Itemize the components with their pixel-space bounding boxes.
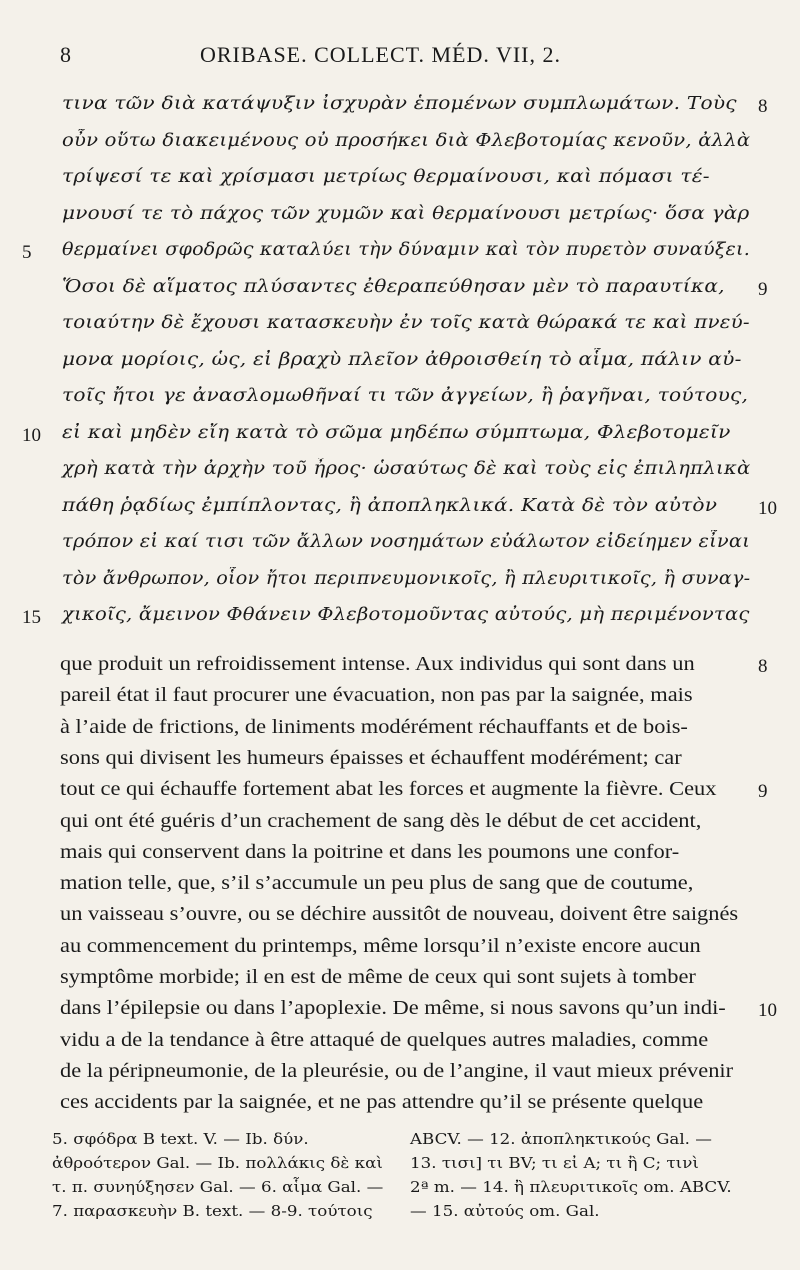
line-number: 15	[22, 607, 41, 628]
text-line: tout ce qui échauffe fortement abat les forces et augmente la fièvre. Ceux	[60, 779, 717, 801]
text-line: τοῖς ἤτοι γε ἀνασλομωθῆναί τι τῶν ἀγγείων, ἢ ῥαγῆναι, τούτους,	[62, 386, 749, 406]
footnote-line: τ. π. συνηύξησεν Gal. — 6. αἷμα Gal. —	[52, 1180, 384, 1196]
text-line: Ὅσοι δὲ αἵματος πλύσαντες ἐθεραπεύθησαν μὲν τὸ παραυτίκα,	[62, 276, 725, 297]
line-number: 10	[22, 424, 41, 446]
text-line: dans l’épilepsie ou dans l’apoplexie. De même, si nous savons qu’un indi-	[60, 998, 726, 1020]
footnote-line: 5. σφόδρα B text. V. — Ib. δύν.	[52, 1132, 309, 1148]
footnote-line: ABCV. — 12. ἀποπληκτικούς Gal. —	[410, 1132, 712, 1148]
footnote-line: 7. παρασκευὴν B. text. — 8-9. τούτοις	[52, 1204, 373, 1220]
text-line: qui ont été guéris d’un crachement de sang dès le début de cet accident,	[60, 810, 702, 832]
text-line: μνουσί τε τὸ πάχος τῶν χυμῶν καὶ θερμαίνουσι μετρίως· ὅσα γὰρ	[62, 203, 750, 224]
section-number: 8	[758, 656, 768, 677]
text-line: μονα μορίοις, ὡς, εἰ βραχὺ πλεῖον ἀθροισθείη τὸ αἷμα, πάλιν αὐ-	[62, 349, 742, 370]
text-line: mation telle, que, s’il s’accumule un peu plus de sang que de coutume,	[60, 873, 694, 895]
text-line: vidu a de la tendance à être attaqué de quelques autres maladies, comme	[60, 1029, 709, 1051]
text-line: τοιαύτην δὲ ἔχουσι κατασκευὴν ἐν τοῖς κατὰ θώρακά τε καὶ πνεύ-	[62, 313, 750, 333]
section-number: 9	[758, 278, 768, 300]
text-line: symptôme morbide; il en est de même de ceux qui sont sujets à tomber	[60, 967, 696, 988]
text-line: à l’aide de frictions, de liniments modérément réchauffants et de bois-	[60, 716, 688, 738]
text-line: χικοῖς, ἄμεινον Φθάνειν Φλεβοτομοῦντας αὐτούς, μὴ περιμένοντας	[62, 605, 750, 625]
section-number: 9	[758, 781, 768, 803]
text-line: ces accidents par la saignée, et ne pas attendre qu’il se présente quelque	[60, 1092, 704, 1114]
page-number: 8	[60, 42, 71, 67]
text-line: τρόπον εἰ καί τισι τῶν ἄλλων νοσημάτων εὐάλωτον εἰδείημεν εἶναι	[62, 532, 751, 552]
text-line: τινα τῶν διὰ κατάψυξιν ἰσχυρὰν ἑπομένων συμπλωμάτων. Τοὺς	[62, 94, 737, 114]
section-number: 8	[758, 96, 768, 117]
text-line: πάθη ῥᾳδίως ἐμπίπλοντας, ἢ ἀποπληκλικά. Κατὰ δὲ τὸν αὐτὸν	[62, 495, 718, 516]
text-line: οὖν οὕτω διακειμένους οὐ προσήκει διὰ Φλεβοτομίας κενοῦν, ἀλλὰ	[62, 130, 751, 151]
text-line: pareil état il faut procurer une évacuation, non pas par la saignée, mais	[60, 685, 693, 707]
footnote-line: 13. τισι] τι BV; τι εἰ A; τι ἢ C; τινὶ	[410, 1156, 699, 1172]
text-line: τὸν ἄνθρωπον, οἷον ἤτοι περιπνευμονικοῖς, ἢ πλευριτικοῖς, ἢ συναγ-	[62, 568, 751, 589]
text-line: que produit un refroidissement intense. Aux individus qui sont dans un	[60, 654, 695, 675]
running-title: ORIBASE. COLLECT. MÉD. VII, 2.	[200, 42, 562, 67]
text-line: au commencement du printemps, même lorsqu’il n’existe encore aucun	[60, 935, 701, 957]
section-number: 10	[758, 1000, 777, 1022]
text-line: mais qui conservent dans la poitrine et dans les poumons une confor-	[60, 841, 680, 863]
footnote-line: ἀθροότερον Gal. — Ib. πολλάκις δὲ καὶ	[52, 1156, 383, 1172]
text-line: τρίψεσί τε καὶ χρίσμασι μετρίως θερμαίνουσι, καὶ πόμασι τέ-	[62, 167, 710, 187]
text-line: de la péripneumonie, de la pleurésie, ou de l’angine, il vaut mieux prévenir	[60, 1060, 734, 1082]
text-line: χρὴ κατὰ τὴν ἀρχὴν τοῦ ἦρος· ὡσαύτως δὲ καὶ τοὺς εἰς ἐπιληπλικὰ	[62, 459, 751, 479]
section-number: 10	[758, 497, 777, 519]
text-line: sons qui divisent les humeurs épaisses et échauffent modérément; car	[60, 747, 682, 769]
footnote-line: — 15. αὐτούς om. Gal.	[410, 1204, 600, 1220]
text-line: εἰ καὶ μηδὲν εἴη κατὰ τὸ σῶμα μηδέπω σύμπτωμα, Φλεβοτομεῖν	[62, 422, 731, 443]
text-line: un vaisseau s’ouvre, ou se déchire aussitôt de nouveau, doivent être saignés	[60, 904, 739, 926]
text-line: θερμαίνει σφοδρῶς καταλύει τὴν δύναμιν καὶ τὸν πυρετὸν συναύξει.	[62, 240, 750, 260]
line-number: 5	[22, 242, 32, 263]
footnote-line: 2ª m. — 14. ἢ πλευριτικοῖς om. ABCV.	[410, 1180, 732, 1196]
page-header	[0, 42, 800, 82]
